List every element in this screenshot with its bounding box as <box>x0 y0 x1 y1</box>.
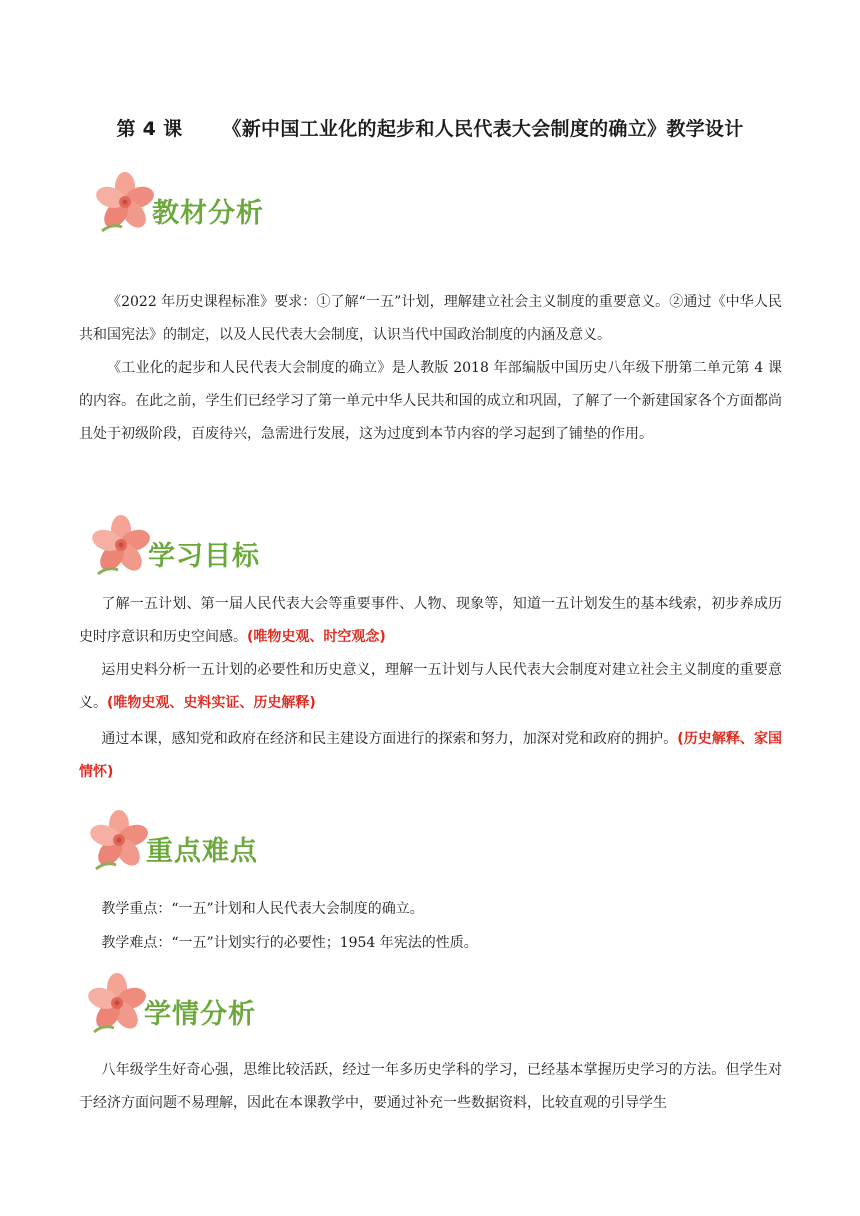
section-heading-label: 学习目标 <box>148 541 260 572</box>
paragraph: 《2022 年历史课程标准》要求：①了解“一五”计划，理解建立社会主义制度的重要意义。②通过《中华人民共和国宪法》的制定，以及人民代表大会制度，认识当代中国政治制度的内涵及意义。 <box>79 294 782 343</box>
goal-item <box>79 588 782 654</box>
goal-item <box>79 723 782 789</box>
goal-text: 运用史料分析一五计划的必要性和历史意义，理解一五计划与人民代表大会制度对建立社会主义制度的重要意义。 <box>79 662 782 711</box>
paragraph: 《工业化的起步和人民代表大会制度的确立》是人教版 2018 年部编版中国历史八年级下册第二单元第 4 课的内容。在此之前，学生们已经学习了第一单元中华人民共和国的成立和巩固，了解了一个新建国家各个方面都尚且处于初级阶段，百废待兴，急需进行发展，这为过度到本节内容的学习起到了铺垫的作用。 <box>79 360 782 442</box>
section-heading-label: 学情分析 <box>144 999 256 1030</box>
flower-icon <box>84 972 150 1038</box>
paragraph: 教学难点：“一五”计划实行的必要性；1954 年宪法的性质。 <box>101 935 478 951</box>
flower-icon <box>86 809 152 875</box>
goal-item <box>79 654 782 720</box>
goal-text: 通过本课，感知党和政府在经济和民主建设方面进行的探索和努力，加深对党和政府的拥护。 <box>101 731 678 747</box>
competency-tag: (历史解释、家国情怀) <box>79 731 783 780</box>
lesson-number: 第 4 课 <box>116 118 183 140</box>
document-title <box>0 114 860 141</box>
lesson-name: 《新中国工业化的起步和人民代表大会制度的确立》教学设计 <box>222 118 744 140</box>
paragraph: 八年级学生好奇心强，思维比较活跃，经过一年多历史学科的学习，已经基本掌握历史学习的方法。但学生对于经济方面问题不易理解，因此在本课教学中，要通过补充一些数据资料，比较直观的引导学生 <box>79 1062 782 1111</box>
goal-text: 了解一五计划、第一届人民代表大会等重要事件、人物、现象等，知道一五计划发生的基本线索，初步养成历史时序意识和历史空间感。 <box>79 596 782 645</box>
flower-icon <box>88 514 154 580</box>
flower-icon <box>92 171 158 237</box>
paragraph: 教学重点：“一五”计划和人民代表大会制度的确立。 <box>101 901 424 917</box>
section-heading-label: 教材分析 <box>152 198 264 229</box>
competency-tag: (唯物史观、时空观念) <box>247 629 386 645</box>
competency-tag: (唯物史观、史料实证、历史解释) <box>107 695 316 711</box>
section-heading-label: 重点难点 <box>146 836 258 867</box>
